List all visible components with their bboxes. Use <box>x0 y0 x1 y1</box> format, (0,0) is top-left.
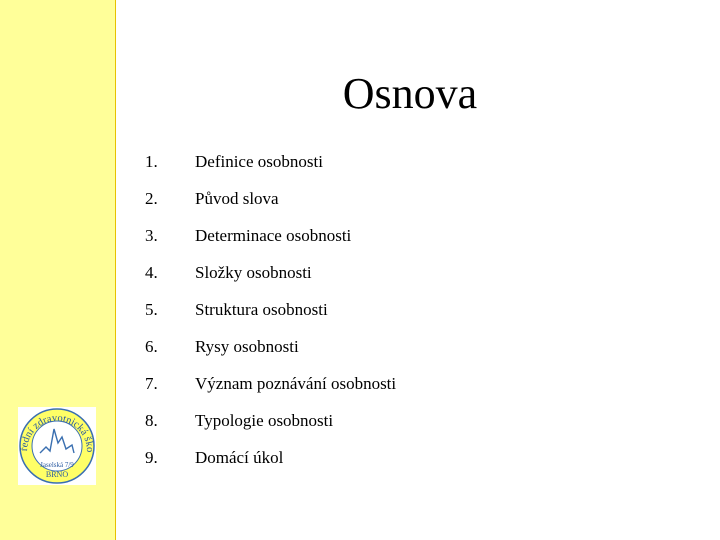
outline-item-text: Typologie osobnosti <box>195 411 334 430</box>
outline-item-number: 6. <box>145 337 158 356</box>
outline-list <box>145 152 396 485</box>
outline-item <box>145 263 396 300</box>
outline-item <box>145 411 396 448</box>
outline-item-number: 3. <box>145 226 158 245</box>
outline-item-text: Definice osobnosti <box>195 152 323 171</box>
outline-item-text: Struktura osobnosti <box>195 300 328 319</box>
outline-item-number: 9. <box>145 448 158 467</box>
outline-item-number: 4. <box>145 263 158 282</box>
outline-item-text: Původ slova <box>195 189 279 208</box>
outline-item-number: 1. <box>145 152 158 171</box>
slide-title: Osnova <box>342 69 478 118</box>
outline-item <box>145 337 396 374</box>
outline-item <box>145 300 396 337</box>
logo-arc-text: řední zdravotnická ško <box>18 412 96 453</box>
outline-item <box>145 448 396 485</box>
logo-address: Jaselská 7/9 <box>40 461 74 469</box>
school-logo <box>18 407 96 485</box>
outline-item-text: Význam poznávání osobnosti <box>195 374 397 393</box>
outline-item <box>145 189 396 226</box>
outline-item-number: 5. <box>145 300 158 319</box>
outline-item <box>145 374 396 411</box>
outline-item-text: Determinace osobnosti <box>195 226 352 245</box>
school-logo-icon <box>18 407 96 485</box>
outline-item-text: Rysy osobnosti <box>195 337 299 356</box>
outline-item <box>145 152 396 189</box>
outline-item-number: 8. <box>145 411 158 430</box>
outline-item-number: 2. <box>145 189 158 208</box>
outline-item-text: Složky osobnosti <box>195 263 312 282</box>
outline-item-number: 7. <box>145 374 158 393</box>
outline-item <box>145 226 396 263</box>
outline-item-text: Domácí úkol <box>195 448 284 467</box>
logo-city: BRNO <box>45 470 69 479</box>
